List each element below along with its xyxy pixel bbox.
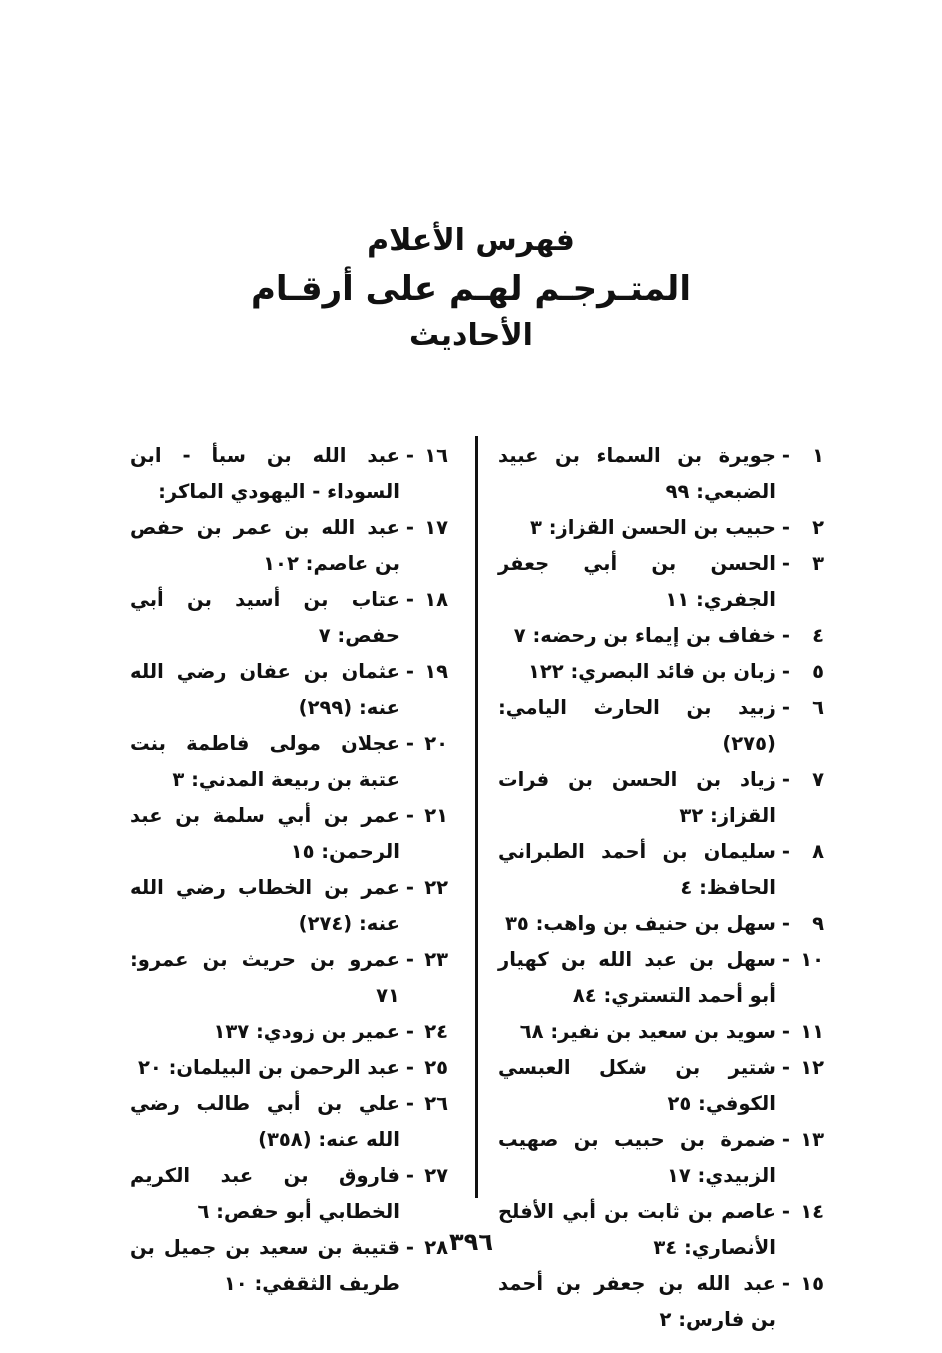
entry-number: ٢٠	[424, 732, 448, 755]
column-divider	[475, 436, 478, 1198]
entry-text: فاروق بن عبد الكريم الخطابي أبو حفص: ٦	[130, 1164, 400, 1223]
index-entry	[130, 942, 448, 1014]
entry-number: ٦	[812, 696, 824, 719]
index-entry	[498, 546, 824, 618]
entry-dash: -	[405, 660, 414, 683]
entry-dash: -	[781, 516, 790, 539]
left-column-list	[130, 438, 448, 1302]
entry-text: زبيد بن الحارث اليامي: (٢٧٥)	[498, 696, 776, 755]
entry-dash: -	[781, 912, 790, 935]
index-entry	[498, 618, 824, 654]
entry-dash: -	[781, 840, 790, 863]
title-line-3: الأحاديث	[409, 318, 533, 353]
entry-text: جويرة بن السماء بن عبيد الضبعي: ٩٩	[498, 444, 776, 503]
entry-text: سليمان بن أحمد الطبراني الحافظ: ٤	[498, 840, 776, 899]
entry-number: ١٩	[424, 660, 448, 683]
entry-number: ٢٢	[424, 876, 448, 899]
index-entry	[498, 1050, 824, 1122]
entry-dash: -	[405, 1092, 414, 1115]
entry-text: عثمان بن عفان رضي الله عنه: (٢٩٩)	[130, 660, 400, 719]
entry-dash: -	[781, 696, 790, 719]
index-title	[0, 218, 942, 358]
entry-dash: -	[405, 876, 414, 899]
index-entry	[130, 798, 448, 870]
entry-number: ٢٤	[424, 1020, 448, 1043]
index-entry	[498, 510, 824, 546]
entry-number: ١٨	[424, 588, 448, 611]
entry-number: ٧	[812, 768, 824, 791]
page-number: ٣٩٦	[449, 1228, 493, 1256]
index-entry	[498, 1014, 824, 1050]
index-entry	[498, 1122, 824, 1194]
entry-text: الحسن بن أبي جعفر الجفري: ١١	[498, 552, 776, 611]
entry-dash: -	[781, 552, 790, 575]
entry-text: علي بن أبي طالب رضي الله عنه: (٣٥٨)	[130, 1092, 400, 1151]
index-entry	[498, 690, 824, 762]
entry-number: ١	[812, 444, 824, 467]
entry-dash: -	[405, 1020, 414, 1043]
entry-text: عبد الله بن سبأ - ابن السوداء - اليهودي الماكر:	[130, 444, 400, 503]
entry-number: ٩	[812, 912, 824, 935]
entry-text: سهل بن حنيف بن واهب: ٣٥	[504, 912, 776, 935]
entry-text: عتاب بن أسيد بن أبي حفص: ٧	[130, 588, 400, 647]
entry-text: عمر بن الخطاب رضي الله عنه: (٢٧٤)	[130, 876, 400, 935]
entry-dash: -	[781, 768, 790, 791]
index-entry	[130, 438, 448, 510]
entry-dash: -	[405, 1164, 414, 1187]
entry-dash: -	[781, 444, 790, 467]
entry-number: ٢١	[424, 804, 448, 827]
entry-dash: -	[781, 624, 790, 647]
entry-text: عمرو بن حريث بن عمرو: ٧١	[130, 948, 400, 1007]
entry-dash: -	[405, 516, 414, 539]
index-entry	[130, 510, 448, 582]
entry-number: ٢٨	[424, 1236, 448, 1259]
entry-dash: -	[781, 1128, 790, 1151]
entry-text: عاصم بن ثابت بن أبي الأفلح الأنصاري: ٣٤	[498, 1200, 776, 1259]
entry-number: ٨	[812, 840, 824, 863]
entry-text: قتيبة بن سعيد بن جميل بن طريف الثقفي: ١٠	[130, 1236, 400, 1295]
entry-dash: -	[781, 948, 790, 971]
entry-text: زياد بن الحسن بن فرات القزاز: ٣٢	[498, 768, 776, 827]
right-column-list	[498, 438, 824, 1338]
entry-number: ١٣	[800, 1128, 824, 1151]
index-entry	[130, 1158, 448, 1230]
entry-dash: -	[405, 948, 414, 971]
entry-text: عبد الله بن عمر بن حفص بن عاصم: ١٠٢	[130, 516, 400, 575]
index-entry	[130, 582, 448, 654]
index-entry	[130, 1014, 448, 1050]
index-entry	[498, 438, 824, 510]
entry-number: ٢٣	[424, 948, 448, 971]
entry-dash: -	[405, 1056, 414, 1079]
index-entry	[498, 834, 824, 906]
entry-dash: -	[405, 1236, 414, 1259]
entry-number: ٢	[812, 516, 824, 539]
entry-dash: -	[405, 588, 414, 611]
entry-text: خفاف بن إيماء بن رحضه: ٧	[513, 624, 776, 647]
entry-number: ١٤	[800, 1200, 824, 1223]
entry-text: سويد بن سعيد بن نفير: ٦٨	[519, 1020, 776, 1043]
entry-number: ٢٧	[424, 1164, 448, 1187]
entry-dash: -	[781, 1056, 790, 1079]
index-entry	[130, 726, 448, 798]
entry-number: ١٥	[800, 1272, 824, 1295]
entry-number: ١٢	[800, 1056, 824, 1079]
entry-number: ١١	[800, 1020, 824, 1043]
entry-text: سهل بن عبد الله بن كهيار أبو أحمد التستري: ٨٤	[498, 948, 776, 1007]
index-entry	[130, 870, 448, 942]
index-entry	[130, 1050, 448, 1086]
entry-dash: -	[781, 660, 790, 683]
title-line-1: فهرس الأعلام	[367, 223, 575, 258]
entry-dash: -	[781, 1272, 790, 1295]
entry-number: ٣	[812, 552, 824, 575]
entry-dash: -	[405, 444, 414, 467]
entry-text: شتير بن شكل العبسي الكوفي: ٢٥	[498, 1056, 776, 1115]
entry-dash: -	[405, 732, 414, 755]
entry-number: ٢٥	[424, 1056, 448, 1079]
index-entry	[498, 906, 824, 942]
entry-dash: -	[405, 804, 414, 827]
index-entry	[498, 942, 824, 1014]
entry-number: ٢٦	[424, 1092, 448, 1115]
entry-text: ضمرة بن حبيب بن صهيب الزبيدي: ١٧	[498, 1128, 776, 1187]
index-entry	[130, 1086, 448, 1158]
entry-number: ٥	[812, 660, 824, 683]
entry-number: ١٦	[424, 444, 448, 467]
entry-text: عمير بن زودي: ١٣٧	[213, 1020, 400, 1043]
index-entry	[498, 654, 824, 690]
index-entry	[130, 654, 448, 726]
title-line-2: المتـرجـم لهـم على أرقـام	[251, 269, 691, 309]
index-entry	[498, 762, 824, 834]
entry-number: ١٧	[424, 516, 448, 539]
entry-dash: -	[781, 1200, 790, 1223]
entry-text: عبد الرحمن بن البيلمان: ٢٠	[137, 1056, 400, 1079]
entry-text: عمر بن أبي سلمة بن عبد الرحمن: ١٥	[130, 804, 400, 863]
entry-dash: -	[781, 1020, 790, 1043]
entry-text: عجلان مولى فاطمة بنت عتبة بن ربيعة المدني: ٣	[130, 732, 400, 791]
entry-text: عبد الله بن جعفر بن أحمد بن فارس: ٢	[498, 1272, 776, 1331]
entry-number: ٤	[812, 624, 824, 647]
entry-text: زبان بن فائد البصري: ١٢٢	[527, 660, 776, 683]
entry-text: حبيب بن الحسن القزاز: ٣	[530, 516, 776, 539]
index-entry	[498, 1266, 824, 1338]
entry-number: ١٠	[800, 948, 824, 971]
